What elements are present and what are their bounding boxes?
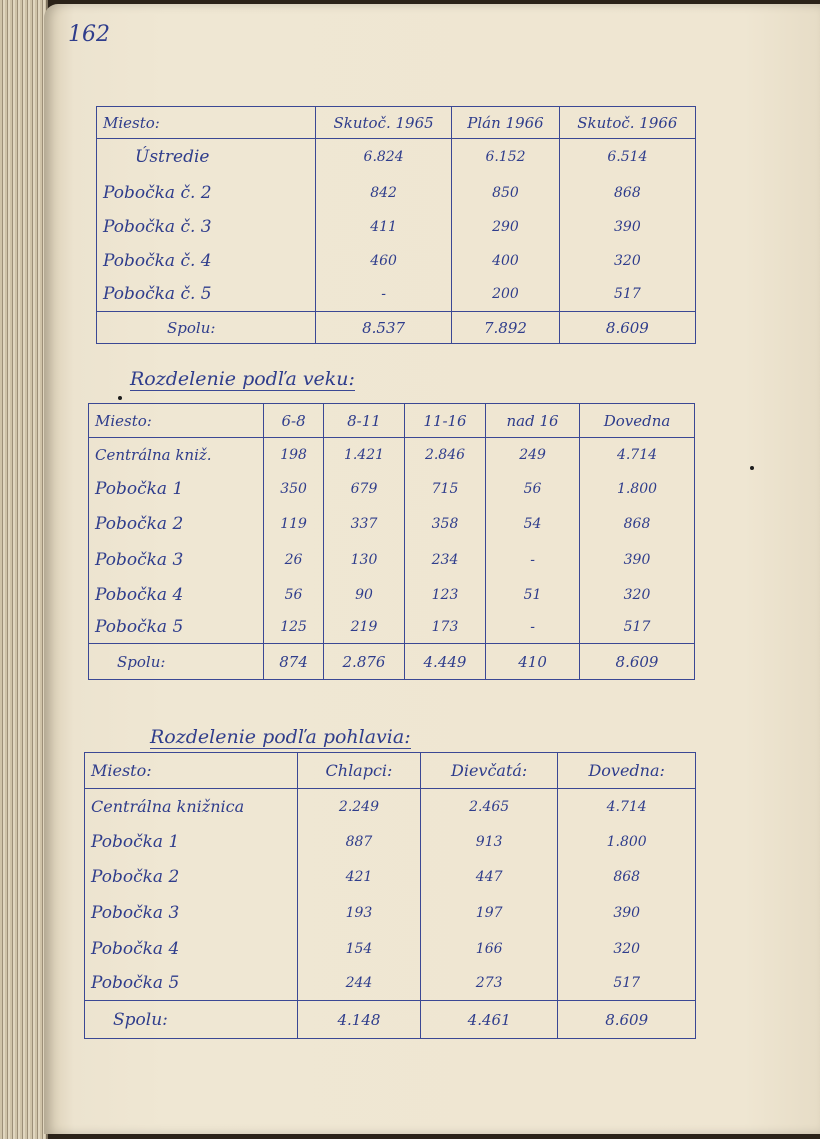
total-cell: 4.449 [404, 644, 485, 680]
header-cell: Miesto: [89, 404, 264, 438]
header-cell: Miesto: [97, 107, 316, 139]
table-header-row [85, 753, 696, 789]
header-cell: Skutoč. 1966 [559, 107, 695, 139]
cell: 868 [559, 176, 695, 210]
gender-table [84, 752, 696, 1039]
cell: 411 [316, 210, 452, 244]
cell: 130 [324, 542, 405, 578]
row-label: Pobočka č. 5 [97, 278, 316, 312]
header-cell: Dovedna [580, 404, 695, 438]
ink-dot [750, 466, 754, 470]
cell: 1.800 [558, 825, 696, 859]
cell: 6.152 [452, 139, 560, 176]
cell: 842 [316, 176, 452, 210]
cell: 337 [324, 506, 405, 542]
row-label: Pobočka 3 [85, 895, 298, 931]
cell: 56 [486, 472, 580, 506]
row-label: Pobočka 2 [85, 859, 298, 895]
total-label: Spolu: [89, 644, 264, 680]
row-label: Pobočka 4 [85, 931, 298, 967]
cell: 219 [324, 612, 405, 644]
ink-dot [118, 396, 122, 400]
row-label: Pobočka 2 [89, 506, 264, 542]
cell: 390 [559, 210, 695, 244]
cell: 154 [298, 931, 421, 967]
total-cell: 4.148 [298, 1001, 421, 1039]
cell: 125 [264, 612, 324, 644]
cell: 715 [404, 472, 485, 506]
cell: 517 [559, 278, 695, 312]
cell: 390 [558, 895, 696, 931]
cell: 290 [452, 210, 560, 244]
total-label: Spolu: [97, 312, 316, 344]
cell: 249 [486, 438, 580, 472]
cell: - [316, 278, 452, 312]
header-cell: Plán 1966 [452, 107, 560, 139]
cell: 54 [486, 506, 580, 542]
cell: 358 [404, 506, 485, 542]
cell: 320 [559, 244, 695, 278]
header-cell: Miesto: [85, 753, 298, 789]
cell: 4.714 [580, 438, 695, 472]
row-label: Pobočka č. 4 [97, 244, 316, 278]
cell: 198 [264, 438, 324, 472]
total-row [97, 312, 696, 344]
gender-section-heading: Rozdelenie podľa pohlavia: [150, 726, 411, 748]
cell: 868 [558, 859, 696, 895]
total-cell: 8.609 [558, 1001, 696, 1039]
overall-table [96, 106, 696, 344]
cell: 679 [324, 472, 405, 506]
row-label: Pobočka 3 [89, 542, 264, 578]
table-header-row [89, 404, 695, 438]
table-row [89, 542, 695, 578]
row-label: Pobočka 5 [85, 967, 298, 1001]
cell: 273 [420, 967, 557, 1001]
cell: 166 [420, 931, 557, 967]
row-label: Pobočka č. 3 [97, 210, 316, 244]
table-row [97, 244, 696, 278]
cell: 90 [324, 578, 405, 612]
table-row [85, 859, 696, 895]
cell: 850 [452, 176, 560, 210]
cell: 200 [452, 278, 560, 312]
cell: 1.800 [580, 472, 695, 506]
cell: - [486, 542, 580, 578]
cell: 868 [580, 506, 695, 542]
row-label: Pobočka 5 [89, 612, 264, 644]
cell: 447 [420, 859, 557, 895]
total-cell: 4.461 [420, 1001, 557, 1039]
cell: 193 [298, 895, 421, 931]
cell: 173 [404, 612, 485, 644]
table-row [97, 139, 696, 176]
table-row [97, 176, 696, 210]
row-label: Pobočka č. 2 [97, 176, 316, 210]
cell: 234 [404, 542, 485, 578]
table-row [85, 789, 696, 825]
total-cell: 410 [486, 644, 580, 680]
table-row [85, 825, 696, 859]
table-row [85, 895, 696, 931]
cell: 517 [580, 612, 695, 644]
cell: 517 [558, 967, 696, 1001]
cell: 913 [420, 825, 557, 859]
cell: 320 [558, 931, 696, 967]
cell: 460 [316, 244, 452, 278]
cell: 51 [486, 578, 580, 612]
header-cell: Chlapci: [298, 753, 421, 789]
cell: 2.846 [404, 438, 485, 472]
page-number: 162 [68, 22, 110, 47]
total-row [89, 644, 695, 680]
table-row [97, 210, 696, 244]
header-cell: 11-16 [404, 404, 485, 438]
cell: 2.249 [298, 789, 421, 825]
table-row [85, 931, 696, 967]
cell: 119 [264, 506, 324, 542]
total-row [85, 1001, 696, 1039]
table-row [89, 612, 695, 644]
row-label: Centrálna kniž. [89, 438, 264, 472]
cell: 26 [264, 542, 324, 578]
header-cell: Dievčatá: [420, 753, 557, 789]
table-row [85, 967, 696, 1001]
table-row [89, 472, 695, 506]
table-row [89, 506, 695, 542]
cell: 320 [580, 578, 695, 612]
cell: 2.465 [420, 789, 557, 825]
table-row [89, 438, 695, 472]
total-cell: 874 [264, 644, 324, 680]
total-cell: 8.537 [316, 312, 452, 344]
page-edges [0, 0, 48, 1139]
row-label: Pobočka 4 [89, 578, 264, 612]
table-header-row [97, 107, 696, 139]
total-label: Spolu: [85, 1001, 298, 1039]
row-label: Ústredie [97, 139, 316, 176]
cell: 421 [298, 859, 421, 895]
cell: 887 [298, 825, 421, 859]
cell: 350 [264, 472, 324, 506]
total-cell: 7.892 [452, 312, 560, 344]
cell: 6.514 [559, 139, 695, 176]
cell: 4.714 [558, 789, 696, 825]
row-label: Centrálna knižnica [85, 789, 298, 825]
age-table [88, 403, 695, 680]
cell: 56 [264, 578, 324, 612]
header-cell: 6-8 [264, 404, 324, 438]
cell: 244 [298, 967, 421, 1001]
cell: 390 [580, 542, 695, 578]
cell: 123 [404, 578, 485, 612]
cell: 400 [452, 244, 560, 278]
table-row [89, 578, 695, 612]
total-cell: 2.876 [324, 644, 405, 680]
cell: 6.824 [316, 139, 452, 176]
header-cell: Skutoč. 1965 [316, 107, 452, 139]
table-row [97, 278, 696, 312]
age-section-heading: Rozdelenie podľa veku: [130, 368, 355, 390]
header-cell: nad 16 [486, 404, 580, 438]
cell: - [486, 612, 580, 644]
total-cell: 8.609 [559, 312, 695, 344]
cell: 1.421 [324, 438, 405, 472]
header-cell: 8-11 [324, 404, 405, 438]
row-label: Pobočka 1 [89, 472, 264, 506]
cell: 197 [420, 895, 557, 931]
row-label: Pobočka 1 [85, 825, 298, 859]
header-cell: Dovedna: [558, 753, 696, 789]
total-cell: 8.609 [580, 644, 695, 680]
